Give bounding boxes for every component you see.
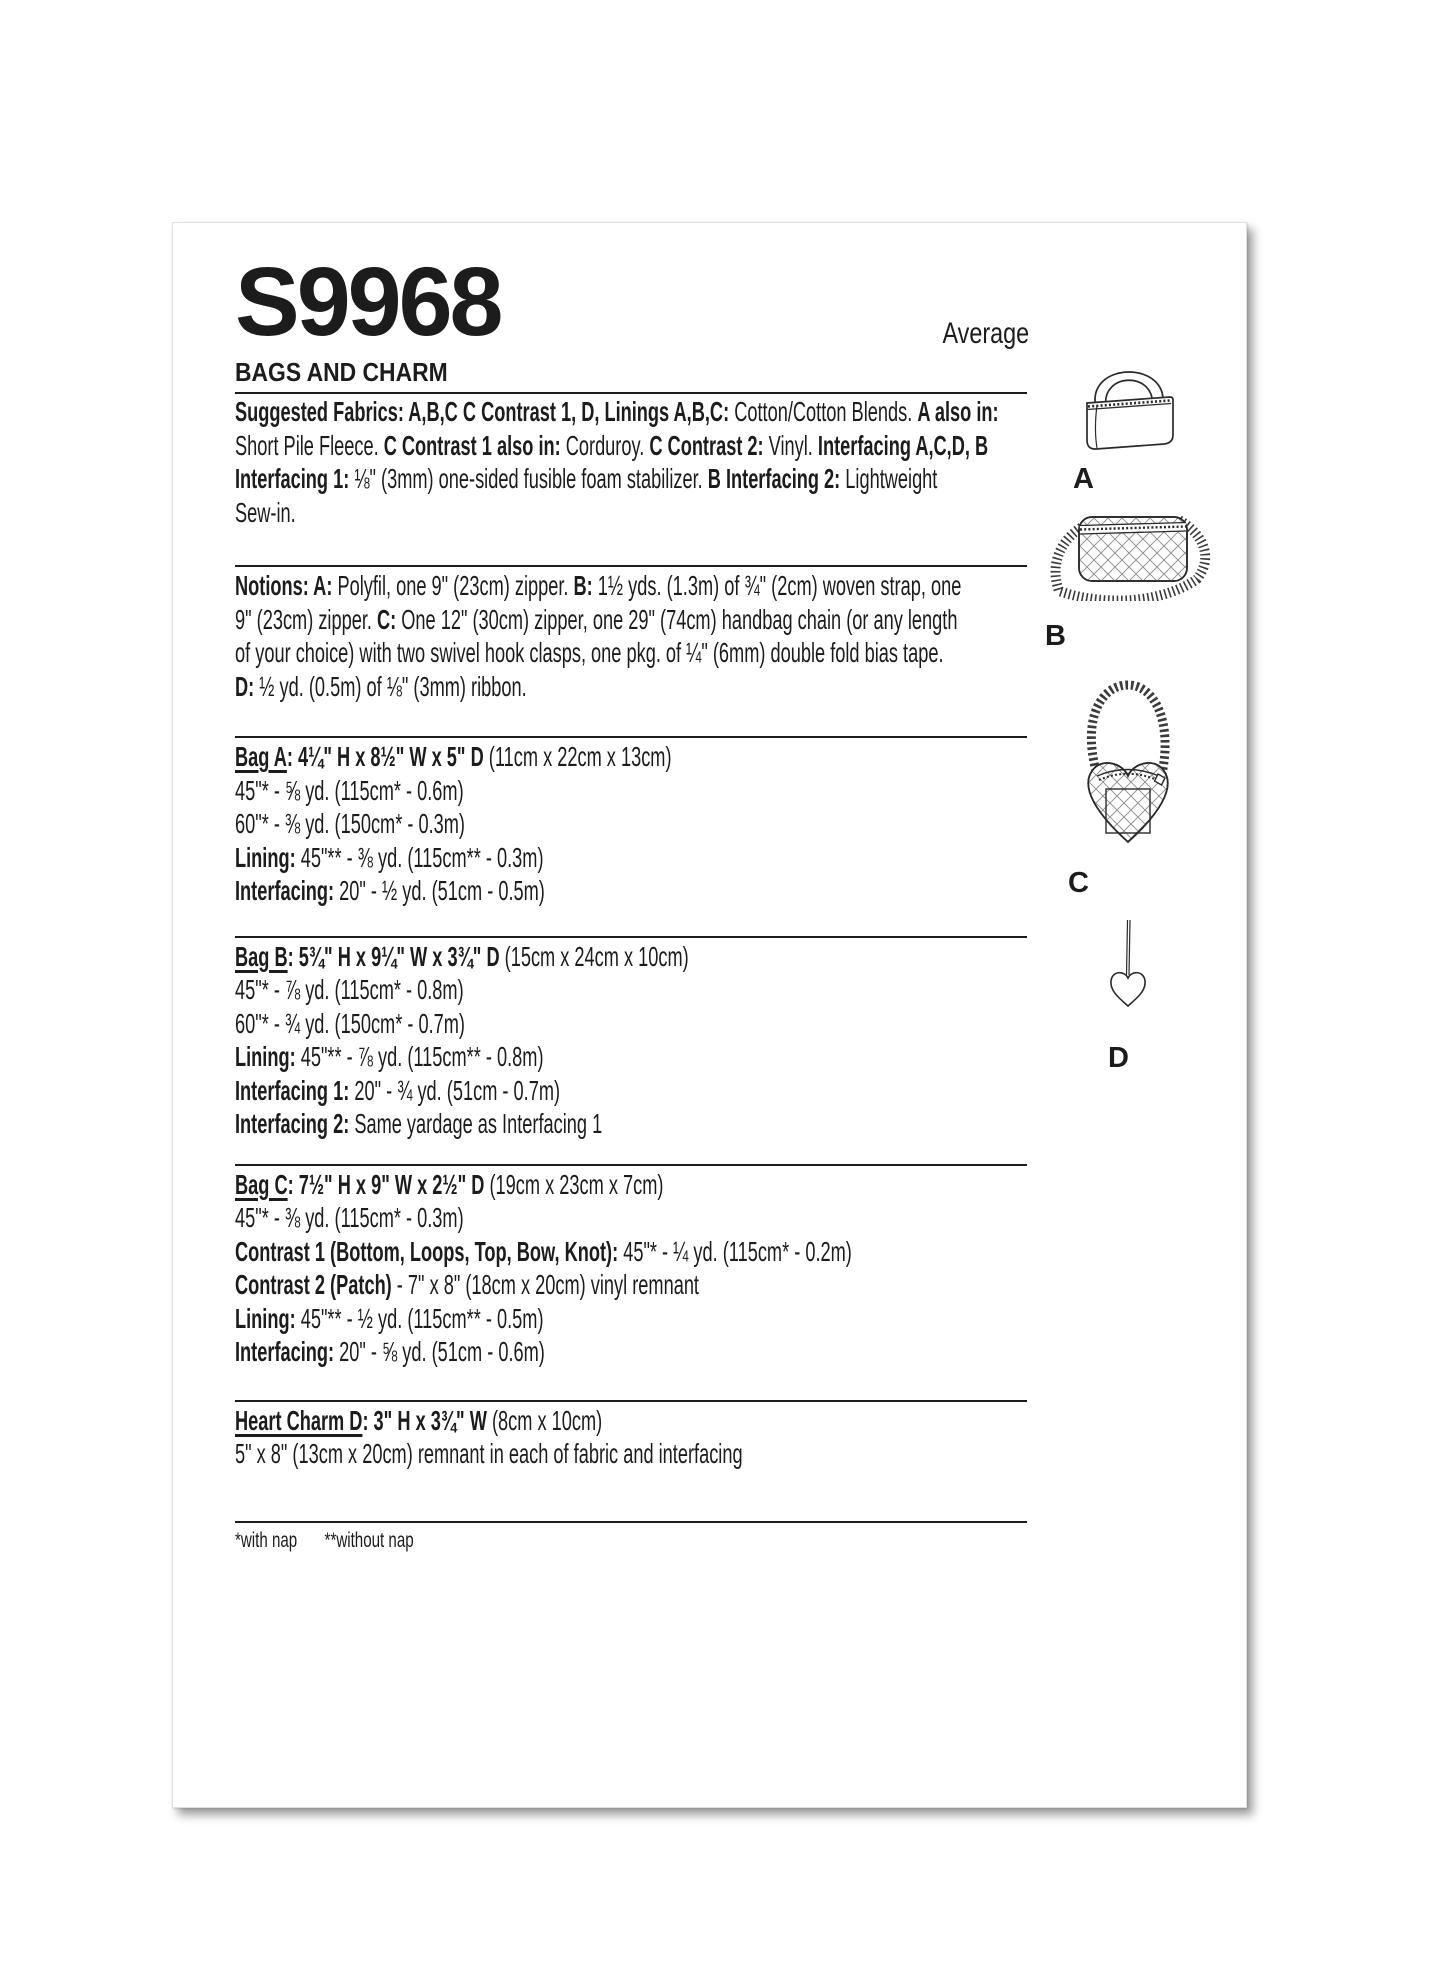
text-line: 60"* - ¾ yd. (150cm* - 0.7m) bbox=[235, 1007, 465, 1039]
bag-illustrations-column bbox=[1041, 223, 1217, 1075]
text-line: D: ½ yd. (0.5m) of ⅛" (3mm) ribbon. bbox=[235, 670, 527, 702]
text-line: 45"* - ⅝ yd. (115cm* - 0.6m) bbox=[235, 774, 464, 806]
text-line: 45"* - ⅞ yd. (115cm* - 0.8m) bbox=[235, 974, 464, 1006]
pattern-number: S9968 bbox=[235, 247, 501, 356]
section-bag-a bbox=[235, 736, 1027, 908]
text-line: Interfacing: 20" - ⅝ yd. (51cm - 0.6m) bbox=[235, 1336, 545, 1368]
text-line: Lining: 45"** - ½ yd. (115cm** - 0.5m) bbox=[235, 1302, 544, 1334]
footnote-with-nap: *with nap bbox=[235, 1528, 298, 1552]
footnote-without-nap: **without nap bbox=[324, 1528, 414, 1552]
text-line: of your choice) with two swivel hook clasps, one pkg. of ¼" (6mm) double fold bias tape. bbox=[235, 637, 944, 669]
title-row bbox=[235, 357, 1027, 394]
section-notions bbox=[235, 565, 1027, 703]
text-line: Lining: 45"** - ⅞ yd. (115cm** - 0.8m) bbox=[235, 1041, 544, 1073]
bag-c-figure bbox=[1068, 653, 1190, 900]
text-line: 9" (23cm) zipper. C: One 12" (30cm) zipper, one 29" (74cm) handbag chain (or any length bbox=[235, 603, 958, 635]
text-line: Notions: A: Polyfil, one 9" (23cm) zipper. B: 1½ yds. (1.3m) of ¾" (2cm) woven strap, one bbox=[235, 570, 962, 602]
text-line: Short Pile Fleece. C Contrast 1 also in: Corduroy. C Contrast 2: Vinyl. Interfacing A,C,D, B bbox=[235, 429, 989, 461]
bag-b-figure bbox=[1045, 496, 1213, 653]
text-line: 5" x 8" (13cm x 20cm) remnant in each of fabric and interfacing bbox=[235, 1438, 743, 1470]
text-line: Contrast 2 (Patch) - 7" x 8" (18cm x 20cm) vinyl remnant bbox=[235, 1269, 699, 1301]
text-line: Bag B: 5¾" H x 9¼" W x 3¾" D (15cm x 24cm x 10cm) bbox=[235, 940, 689, 972]
bag-b-illustration bbox=[1045, 511, 1213, 601]
text-line: Heart Charm D: 3" H x 3¾" W (8cm x 10cm) bbox=[235, 1404, 603, 1436]
text-line: Contrast 1 (Bottom, Loops, Top, Bow, Knot): 45"* - ¼ yd. (115cm* - 0.2m) bbox=[235, 1235, 852, 1267]
pattern-envelope-back bbox=[172, 222, 1247, 1808]
section-bag-c bbox=[235, 1164, 1027, 1369]
text-line: Bag C: 7½" H x 9" W x 2½" D (19cm x 23cm x 7cm) bbox=[235, 1168, 664, 1200]
bag-a-label: A bbox=[1073, 463, 1095, 495]
bag-c-illustration bbox=[1068, 677, 1190, 852]
text-line: Interfacing: 20" - ½ yd. (51cm - 0.5m) bbox=[235, 875, 545, 907]
bag-c-label: C bbox=[1068, 867, 1090, 899]
text-line: Interfacing 1: ⅛" (3mm) one-sided fusible foam stabilizer. B Interfacing 2: Lightweight bbox=[235, 463, 938, 495]
section-heart-charm-d bbox=[235, 1400, 1027, 1471]
charm-d-illustration bbox=[1108, 919, 1150, 1012]
text-line: Bag A: 4¼" H x 8½" W x 5" D (11cm x 22cm x 13cm) bbox=[235, 741, 672, 773]
charm-d-label: D bbox=[1108, 1042, 1130, 1074]
footnote-block bbox=[235, 1521, 1027, 1554]
text-line: Sew-in. bbox=[235, 496, 296, 528]
bag-a-figure bbox=[1073, 223, 1185, 496]
measurement-sections bbox=[235, 394, 1027, 1471]
text-line: 45"* - ⅜ yd. (115cm* - 0.3m) bbox=[235, 1202, 464, 1234]
text-line: Suggested Fabrics: A,B,C C Contrast 1, D, Linings A,B,C: Cotton/Cotton Blends. A also in: bbox=[235, 396, 999, 428]
text-line: Lining: 45"** - ⅜ yd. (115cm** - 0.3m) bbox=[235, 841, 544, 873]
bag-a-illustration bbox=[1073, 346, 1185, 458]
footnote-line bbox=[235, 1528, 805, 1554]
text-line: 60"* - ⅜ yd. (150cm* - 0.3m) bbox=[235, 808, 465, 840]
text-line: Interfacing 1: 20" - ¾ yd. (51cm - 0.7m) bbox=[235, 1074, 561, 1106]
page-title: BAGS AND CHARM bbox=[235, 357, 448, 388]
section-bag-b bbox=[235, 936, 1027, 1141]
charm-d-figure bbox=[1108, 900, 1150, 1075]
text-column bbox=[235, 223, 1027, 1554]
section-fabrics bbox=[235, 394, 1027, 529]
text-line: Interfacing 2: Same yardage as Interfacing 1 bbox=[235, 1108, 603, 1140]
bag-b-label: B bbox=[1045, 620, 1067, 652]
difficulty-rating: Average bbox=[942, 317, 1029, 350]
